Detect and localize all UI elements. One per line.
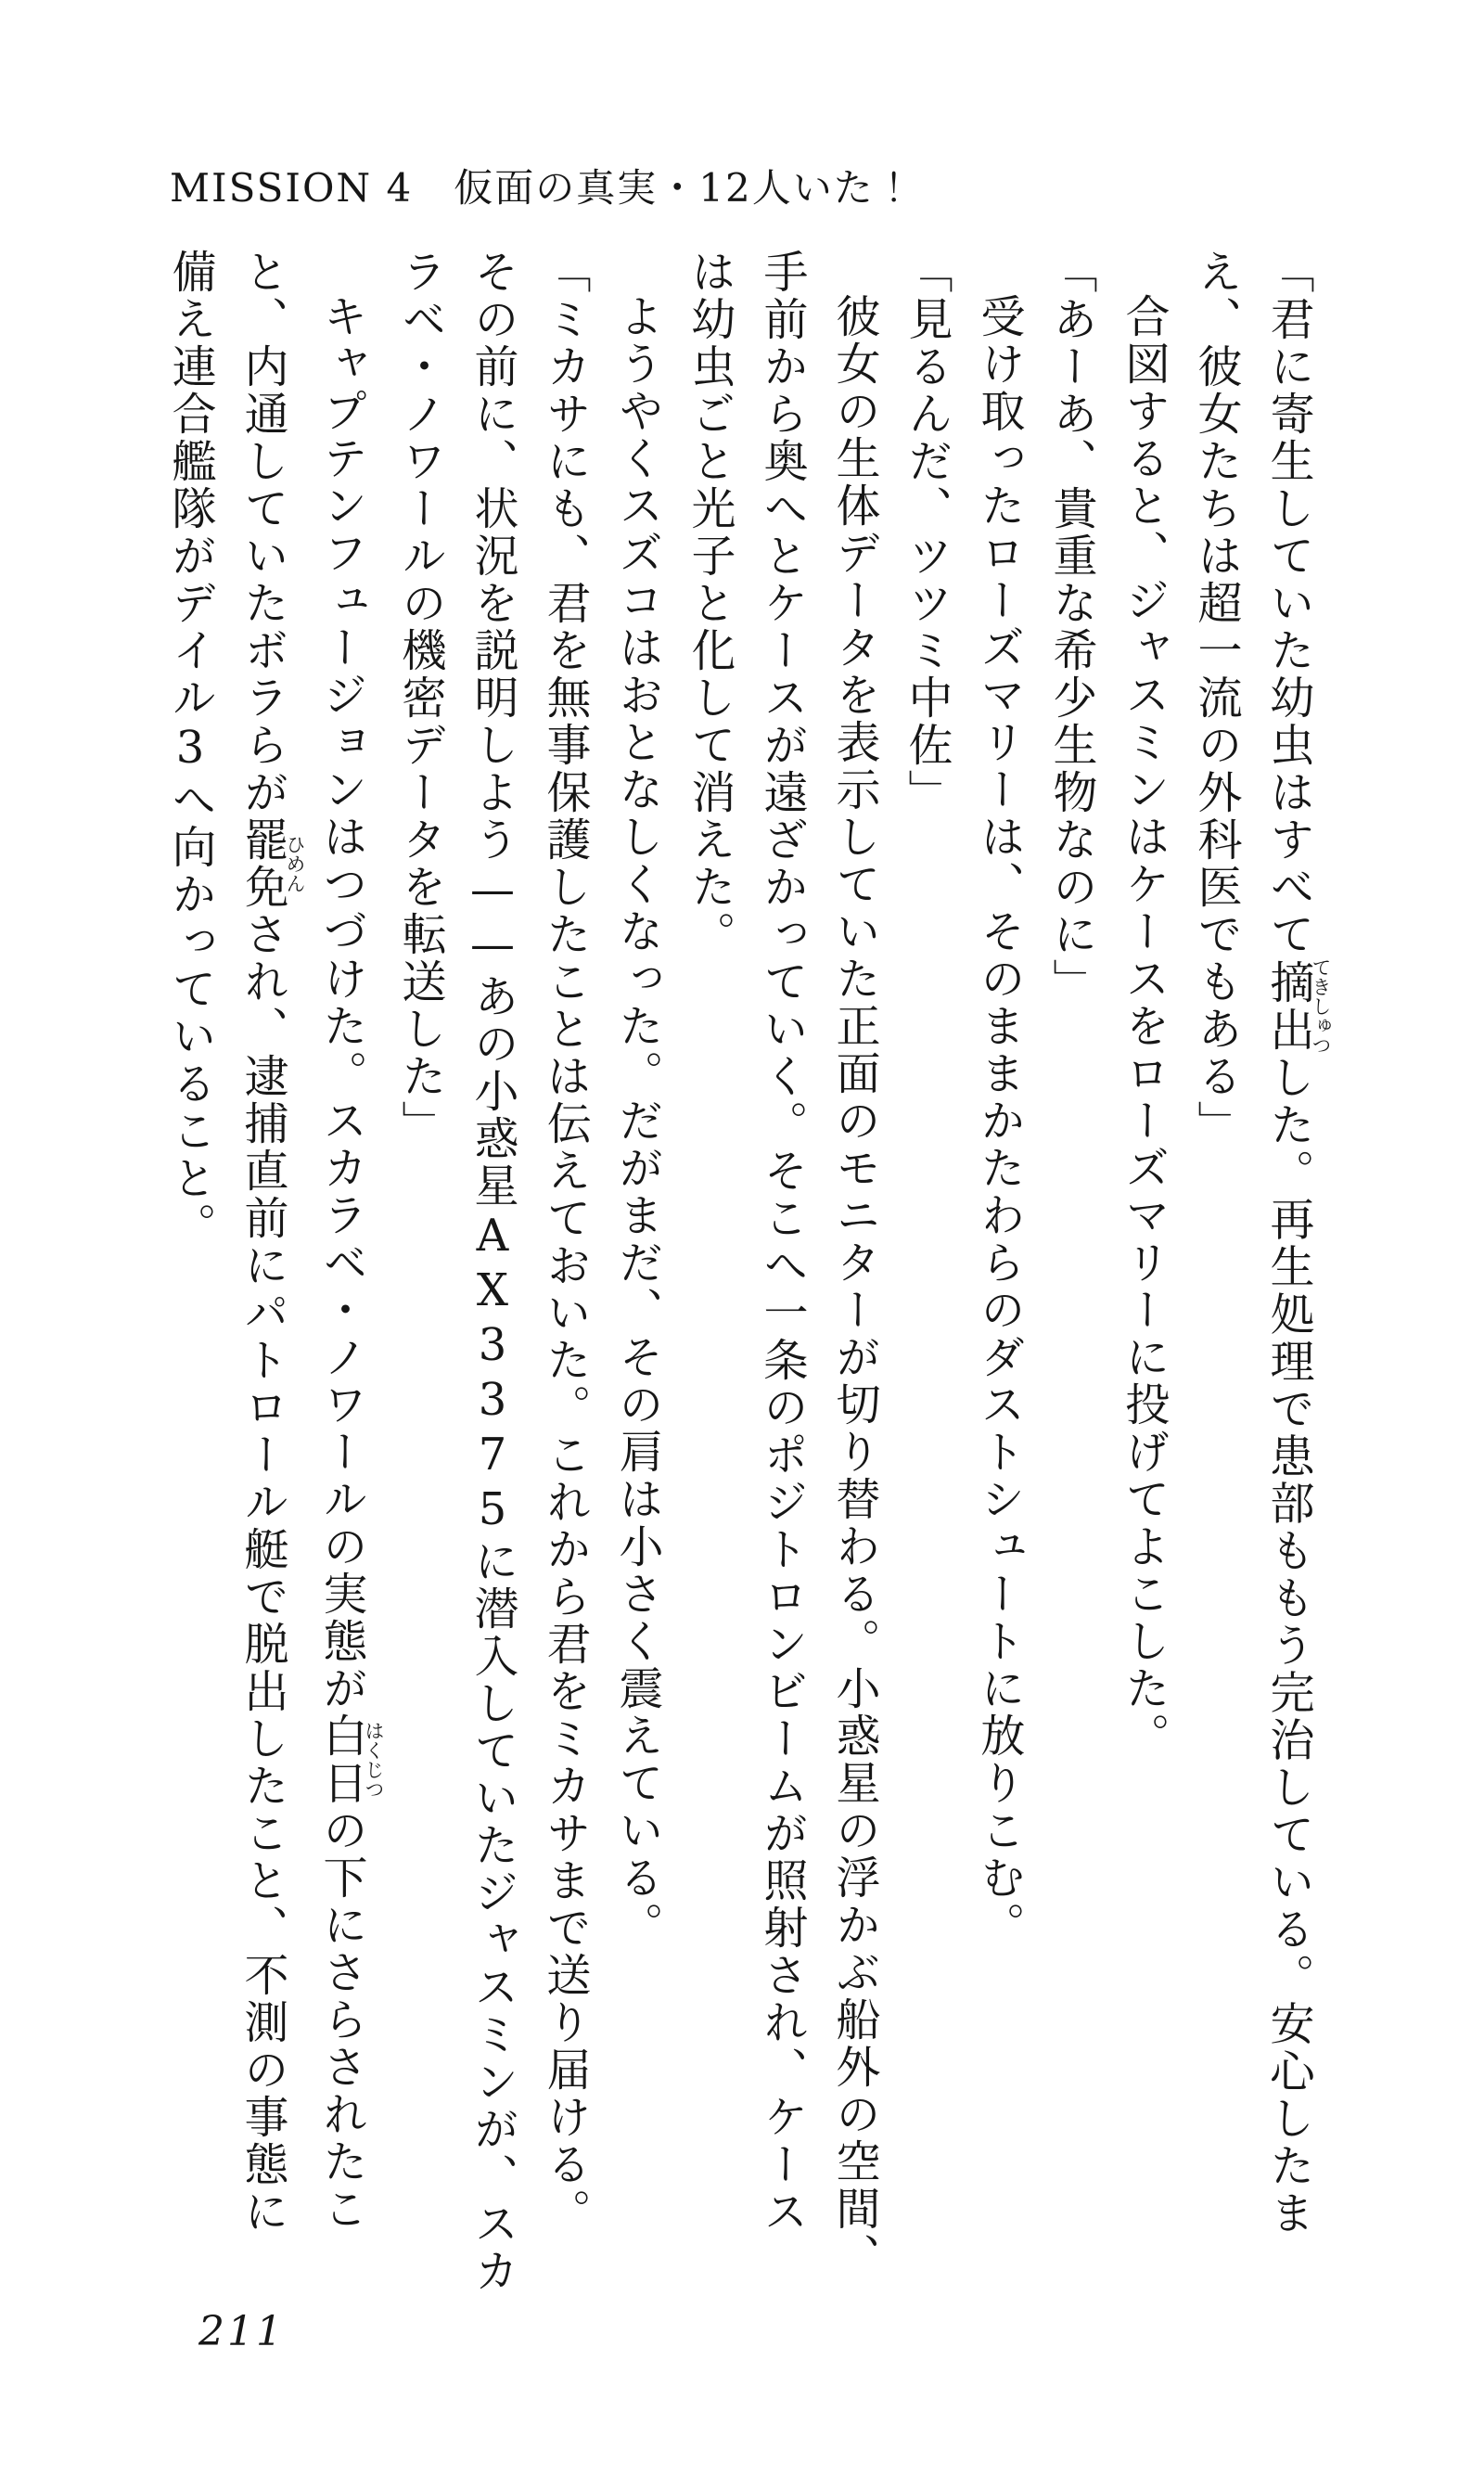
furigana: ひめん [284,816,306,911]
text-line: 彼女の生体データを表示していた正面のモニターが切り替わる。小惑星の浮かぶ船外の空間、 [828,293,880,2280]
ruby-annotated-word: 白日はくじつ [315,1712,385,1807]
furigana: てきしゅつ [1310,957,1332,1056]
text-line: と、内通していたボラらが罷免ひめんされ、逮捕直前にパトロール艇で脱出したこと、不測の事態に [237,249,306,2236]
text-line: ラベ・ノワールの機密データを転送した」 [394,249,446,1148]
text-line: その前に、状況を説明しよう——あの小惑星AX3375に潜入していたジャスミンが、スカ [467,249,518,2295]
ruby-annotated-word: 摘出てきしゅつ [1262,957,1332,1056]
text-line: 手前から奥へとケースが遠ざかっていく。そこへ一条のポジトロンビームが照射され、ケース [756,249,808,2236]
text-line: 「ミカサにも、君を無事保護したことは伝えておいた。これから君をミカサまで送り届ける。 [539,249,591,2236]
furigana: はくじつ [363,1712,385,1807]
text-line: 受け取ったローズマリーは、そのままかたわらのダストシュートに放りこむ。 [973,293,1025,1949]
text-block [154,249,1331,2303]
text-line: 「君に寄生していた幼虫はすべて摘出てきしゅつした。再生処理で患部ももう完治している。安心したま [1262,249,1332,2238]
page-number: 211 [198,2308,285,2355]
text-line: 「あーあ、貴重な希少生物なのに」 [1045,249,1097,1006]
text-line: 合図すると、ジャスミンはケースをローズマリーに投げてよこした。 [1118,293,1170,1760]
text-line: え、彼女たちは超一流の外科医でもある」 [1190,249,1242,1148]
text-line: 備え連合艦隊がデイル3へ向かっていること。 [164,249,216,1250]
text-line: は幼虫ごと光子と化して消えた。 [684,249,736,958]
running-header: MISSION 4 仮面の真実・12人いた！ [170,165,915,211]
text-line: ようやくスズコはおとなしくなった。だがまだ、その肩は小さく震えている。 [611,293,663,1949]
text-line: キャプテンフュージョンはつづけた。スカラベ・ノワールの実態が白日はくじつの下にさらされたこ [315,293,385,2233]
ruby-annotated-word: 罷免ひめん [237,816,306,911]
text-line: 「見るんだ、ツツミ中佐」 [901,249,953,816]
